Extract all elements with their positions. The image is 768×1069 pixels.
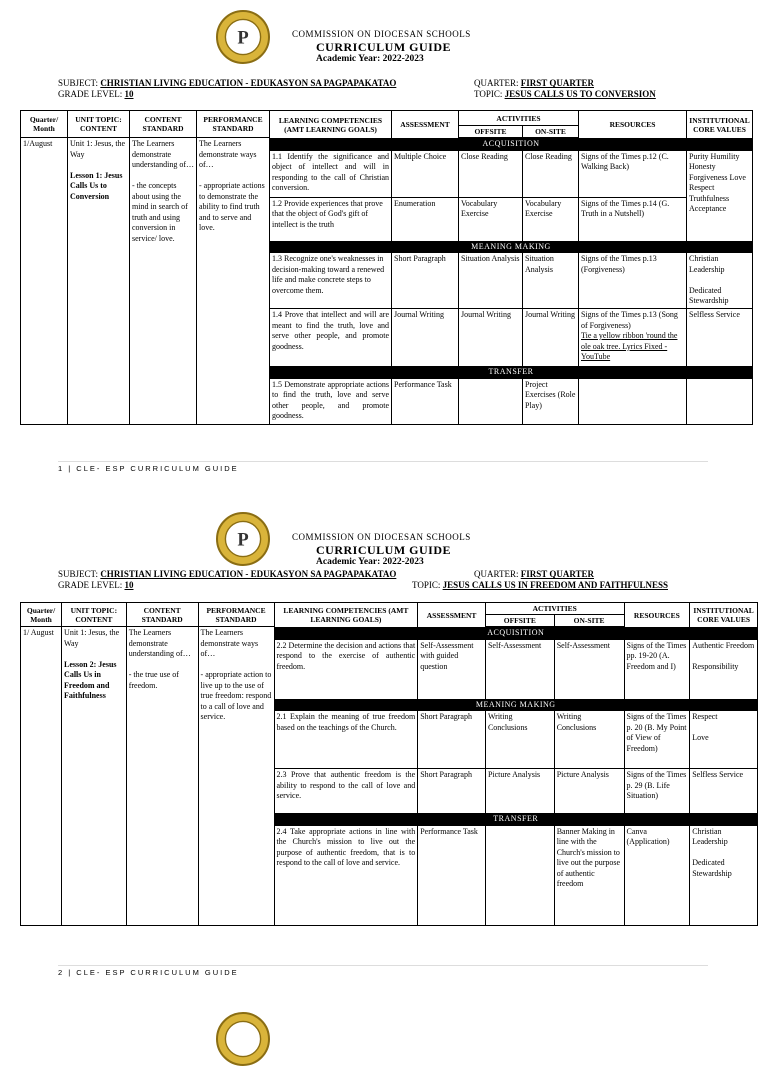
topic-value: JESUS CALLS US IN FREEDOM AND FAITHFULNESS [442, 580, 668, 590]
assessment-cell: Performance Task [392, 378, 459, 424]
subject-line: SUBJECT: CHRISTIAN LIVING EDUCATION - EDUKASYON SA PAGPAPAKATAO [58, 78, 397, 88]
grade-value: 10 [124, 580, 134, 590]
col-unit-topic: UNIT TOPIC: CONTENT [62, 603, 127, 627]
col-core-values: INSTITUTIONAL CORE VALUES [687, 111, 753, 139]
col-activities: ACTIVITIES [459, 111, 579, 126]
svg-text:P: P [237, 530, 249, 551]
content-standard-cell [130, 138, 197, 425]
onsite-cell: Self-Assessment [554, 639, 624, 699]
grade-line: GRADE LEVEL: 10 [58, 89, 134, 99]
page-footer: 1 | CLE- ESP CURRICULUM GUIDE [58, 464, 239, 473]
unit-cell [62, 627, 127, 926]
resource-cell: Signs of the Times p.13 (Song of Forgiveness) Tie a yellow ribbon 'round the ole oak tree. Lyrics Fixed - YouTube [579, 309, 687, 367]
band-transfer: TRANSFER [21, 814, 758, 826]
col-competencies: LEARNING COMPETENCIES (AMT LEARNING GOALS) [274, 603, 418, 628]
document-title: CURRICULUM GUIDE [316, 543, 452, 557]
col-activities: ACTIVITIES [485, 603, 624, 615]
competency-cell: 2.3 Prove that authentic freedom is the ability to respond to the call of love and service. [274, 769, 418, 814]
offsite-cell: Writing Conclusions [485, 711, 554, 769]
assessment-cell: Multiple Choice [392, 150, 459, 197]
lesson-name: Lesson 1: Jesus Calls Us to Conversion [70, 170, 123, 201]
core-values-cell: Authentic Freedom Responsibility [690, 639, 758, 699]
core-values-cell: Christian Leadership Dedicated Stewardship [687, 253, 753, 309]
subject-line: SUBJECT: CHRISTIAN LIVING EDUCATION - EDUKASYON SA PAGPAPAKATAO [58, 569, 397, 579]
content-standard-intro: The Learners demonstrate understanding of… [132, 139, 194, 169]
col-performance-standard: PERFORMANCE STANDARD [198, 603, 274, 627]
core-values-cell: Purity Humility Honesty Forgiveness Love Respect Truthfulness Acceptance [687, 150, 753, 241]
topic-line: TOPIC: JESUS CALLS US IN FREEDOM AND FAITHFULNESS [412, 580, 668, 590]
col-quarter-month: Quarter/ Month [21, 111, 68, 138]
page-2 [0, 500, 768, 1024]
performance-standard-intro: The Learners demonstrate ways of… [199, 139, 257, 169]
footer-divider [58, 461, 708, 462]
col-resources: RESOURCES [624, 603, 690, 628]
resource-cell: Signs of the Times p.13 (Forgiveness) [579, 253, 687, 309]
commission-name: COMMISSION ON DIOCESAN SCHOOLS [292, 29, 471, 39]
col-content-standard: CONTENT STANDARD [126, 603, 198, 627]
academic-year: Academic Year: 2022-2023 [316, 54, 424, 64]
onsite-cell: Journal Writing [523, 309, 579, 367]
month-cell: 1/ August [21, 627, 62, 926]
assessment-cell: Enumeration [392, 197, 459, 241]
onsite-cell: Close Reading [523, 150, 579, 197]
onsite-cell: Writing Conclusions [554, 711, 624, 769]
band-meaning-making: MEANING MAKING [21, 241, 753, 253]
core-values-cell: Selfless Service [687, 309, 753, 367]
offsite-cell [459, 378, 523, 424]
competency-cell: 1.1 Identify the significance and object of intellect and will in responding to the call of Christian conversion. [270, 150, 392, 197]
offsite-cell: Vocabulary Exercise [459, 197, 523, 241]
resource-cell: Canva (Application) [624, 825, 690, 925]
resource-cell: Signs of the Times p. 29 (B. Life Situation) [624, 769, 690, 814]
offsite-cell [485, 825, 554, 925]
document-title: CURRICULUM GUIDE [316, 40, 452, 54]
assessment-cell: Short Paragraph [418, 711, 486, 769]
quarter-line: QUARTER: FIRST QUARTER [474, 78, 595, 88]
competency-cell: 1.4 Prove that intellect and will are meant to find the truth, love and serve other people, and promote goodness. [270, 309, 392, 367]
col-assessment: ASSESSMENT [392, 111, 459, 139]
quarter-value: FIRST QUARTER [520, 78, 595, 88]
col-offsite: OFFSITE [459, 126, 523, 138]
commission-name: COMMISSION ON DIOCESAN SCHOOLS [292, 532, 471, 542]
offsite-cell: Situation Analysis [459, 253, 523, 309]
content-standard-intro: The Learners demonstrate understanding of… [128, 628, 191, 658]
onsite-cell: Situation Analysis [523, 253, 579, 309]
resource-cell: Signs of the Times p.12 (C. Walking Back) [579, 150, 687, 197]
performance-standard-cell [197, 138, 270, 425]
seal-logo-icon [216, 1012, 270, 1066]
grade-line: GRADE LEVEL: 10 [58, 580, 134, 590]
unit-name: Unit 1: Jesus, the Way [64, 628, 120, 648]
col-core-values: INSTITUTIONAL CORE VALUES [690, 603, 758, 628]
core-values-cell: Selfless Service [690, 769, 758, 814]
onsite-cell: Project Exercises (Role Play) [523, 378, 579, 424]
assessment-cell: Short Paragraph [392, 253, 459, 309]
band-acquisition: ACQUISITION [21, 139, 753, 151]
performance-standard-cell [198, 627, 274, 926]
performance-standard-body: - appropriate actions to demonstrate the ability to find truth and to serve and love. [199, 181, 265, 232]
col-content-standard: CONTENT STANDARD [130, 111, 197, 138]
assessment-cell: Short Paragraph [418, 769, 486, 814]
competency-cell: 2.4 Take appropriate actions in line with the Church's mission to live out the purpose of authentic freedom, that is to respond to the call of love and service. [274, 825, 418, 925]
topic-line: TOPIC: JESUS CALLS US TO CONVERSION [474, 89, 656, 99]
resource-cell: Signs of the Times p.14 (G. Truth in a Nutshell) [579, 197, 687, 241]
assessment-cell: Self-Assessment with guided question [418, 639, 486, 699]
band-acquisition: ACQUISITION [21, 628, 758, 640]
subject-value: CHRISTIAN LIVING EDUCATION - EDUKASYON SA PAGPAPAKATAO [100, 569, 397, 579]
quarter-line: QUARTER: FIRST QUARTER [474, 569, 595, 579]
offsite-cell: Picture Analysis [485, 769, 554, 814]
content-standard-body: - the true use of freedom. [128, 670, 179, 690]
competency-cell: 2.2 Determine the decision and actions that respond to the exercise of authentic freedom. [274, 639, 418, 699]
competency-cell: 1.5 Demonstrate appropriate actions to find the truth, love and serve other people, and promote goodness. [270, 378, 392, 424]
col-onsite: ON-SITE [523, 126, 579, 138]
band-meaning-making: MEANING MAKING [21, 699, 758, 711]
competency-cell: 2.1 Explain the meaning of true freedom based on the teachings of the Church. [274, 711, 418, 769]
offsite-cell: Journal Writing [459, 309, 523, 367]
col-assessment: ASSESSMENT [418, 603, 486, 628]
quarter-value: FIRST QUARTER [520, 569, 595, 579]
academic-year: Academic Year: 2022-2023 [316, 557, 424, 567]
svg-text:P: P [237, 28, 249, 49]
competency-cell: 1.3 Recognize one's weaknesses in decision-making toward a renewed life and make concrete steps to overcome them. [270, 253, 392, 309]
offsite-cell: Self-Assessment [485, 639, 554, 699]
core-values-cell [687, 378, 753, 424]
col-onsite: ON-SITE [554, 615, 624, 627]
content-standard-body: - the concepts about using the mind in search of truth and using conversion in service/ love. [132, 181, 188, 243]
seal-logo-icon [216, 10, 270, 64]
core-values-cell: Respect Love [690, 711, 758, 769]
lesson-name: Lesson 2: Jesus Calls Us in Freedom and Faithfulness [64, 659, 117, 700]
onsite-cell: Banner Making in line with the Church's mission to live out the purpose of authentic freedom [554, 825, 624, 925]
assessment-cell: Journal Writing [392, 309, 459, 367]
month-cell: 1/August [21, 138, 68, 425]
seal-logo-icon [216, 512, 270, 566]
page-1 [0, 0, 768, 500]
performance-standard-body: - appropriate action to live up to the use of true freedom: respond to a call of love and service. [200, 670, 272, 721]
onsite-cell: Vocabulary Exercise [523, 197, 579, 241]
resource-cell [579, 378, 687, 424]
core-values-cell: Christian Leadership Dedicated Stewardship [690, 825, 758, 925]
resource-cell: Signs of the Times pp. 19-20 (A. Freedom and I) [624, 639, 690, 699]
performance-standard-intro: The Learners demonstrate ways of… [200, 628, 259, 658]
curriculum-table-2 [20, 602, 758, 926]
content-standard-cell [126, 627, 198, 926]
page-footer: 2 | CLE- ESP CURRICULUM GUIDE [58, 968, 239, 977]
resource-cell: Signs of the Times p. 20 (B. My Point of View of Freedom) [624, 711, 690, 769]
grade-value: 10 [124, 89, 134, 99]
band-transfer: TRANSFER [21, 367, 753, 379]
unit-cell [68, 138, 130, 425]
col-competencies: LEARNING COMPETENCIES (AMT LEARNING GOALS) [270, 111, 392, 139]
col-quarter-month: Quarter/ Month [21, 603, 62, 627]
topic-value: JESUS CALLS US TO CONVERSION [504, 89, 656, 99]
col-resources: RESOURCES [579, 111, 687, 139]
col-offsite: OFFSITE [485, 615, 554, 627]
onsite-cell: Picture Analysis [554, 769, 624, 814]
col-unit-topic: UNIT TOPIC: CONTENT [68, 111, 130, 138]
footer-divider [58, 965, 708, 966]
unit-name: Unit 1: Jesus, the Way [70, 139, 126, 159]
competency-cell: 1.2 Provide experiences that prove that the object of God's gift of intellect is the truth [270, 197, 392, 241]
offsite-cell: Close Reading [459, 150, 523, 197]
curriculum-table-1 [20, 110, 753, 425]
youtube-link[interactable]: Tie a yellow ribbon 'round the ole oak tree. Lyrics Fixed - YouTube [581, 331, 678, 361]
assessment-cell: Performance Task [418, 825, 486, 925]
col-performance-standard: PERFORMANCE STANDARD [197, 111, 270, 138]
subject-value: CHRISTIAN LIVING EDUCATION - EDUKASYON SA PAGPAPAKATAO [100, 78, 397, 88]
